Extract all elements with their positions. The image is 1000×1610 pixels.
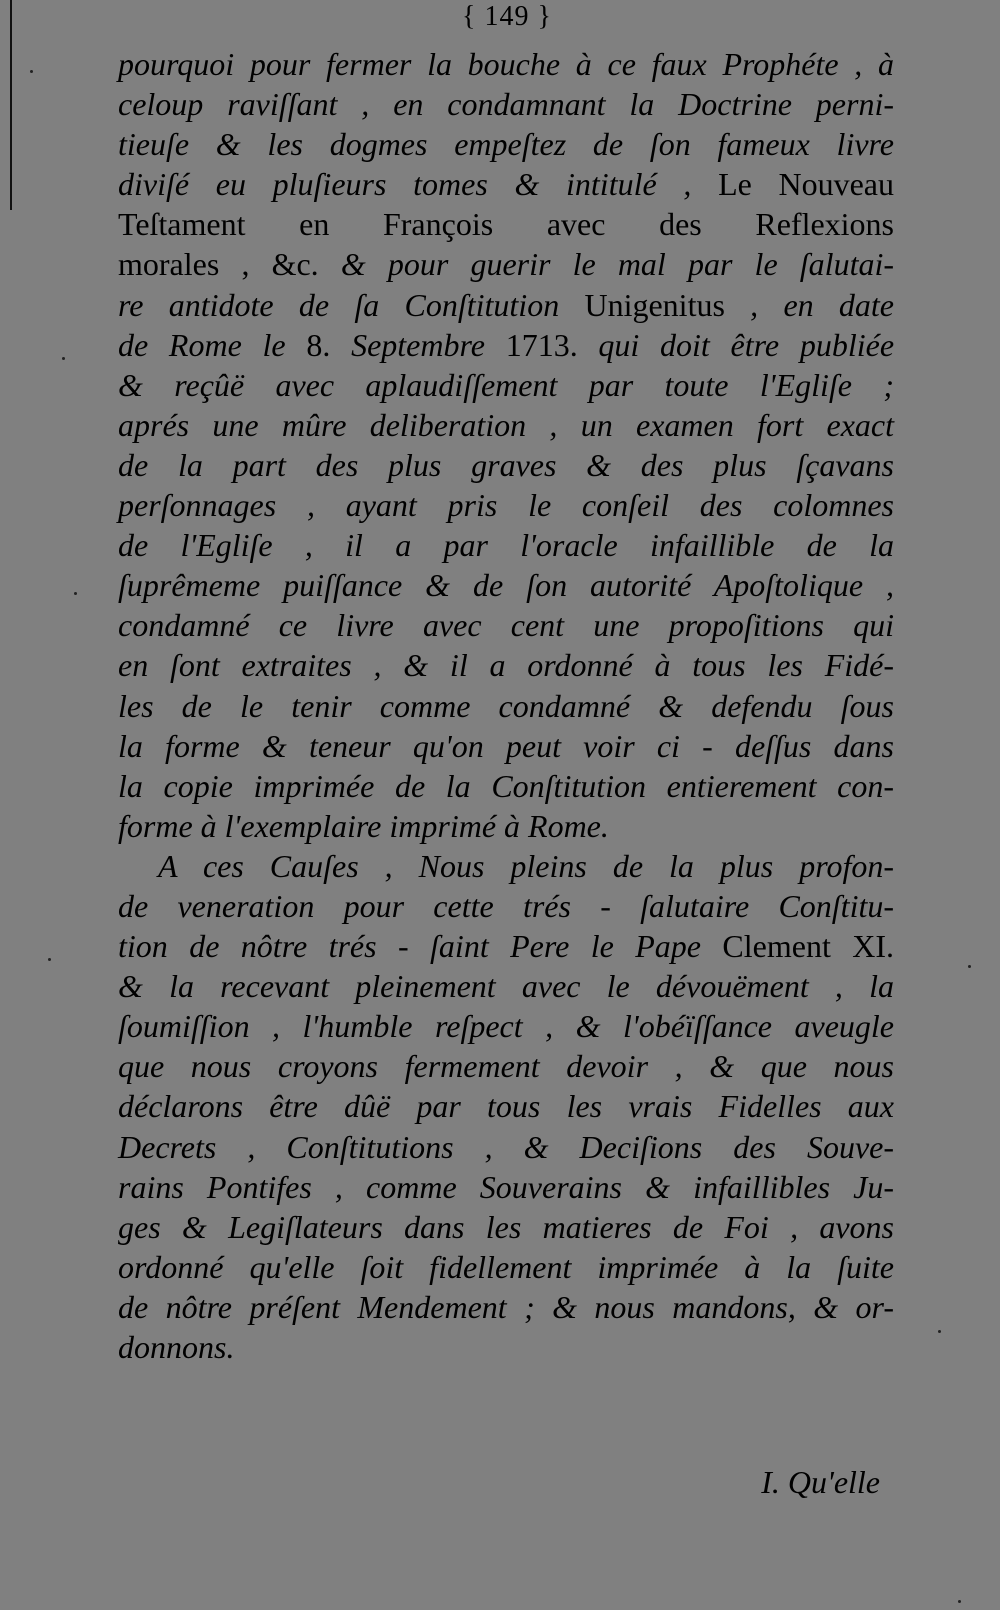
text-line	[118, 204, 894, 244]
italic-text-span: donnons.	[118, 1329, 235, 1365]
italic-text-span: forme à l'exemplaire imprimé à Rome.	[118, 807, 609, 844]
italic-text-span: la forme & teneur qu'on peut voir ci - deſſus dans	[118, 727, 894, 764]
italic-text-span: perſonnages , ayant pris le conſeil des colomnes	[118, 487, 894, 524]
text-line	[118, 365, 894, 405]
text-line	[118, 525, 894, 565]
italic-text-span: de l'Egliſe , il a par l'oracle infaillible de la	[118, 527, 894, 564]
text-line	[118, 766, 894, 806]
italic-text-span: & reçûë avec aplaudiſſement par toute l'Egliſe ;	[118, 366, 894, 403]
speck-mark	[968, 965, 971, 968]
italic-text-span: tieuſe & les dogmes empeſtez de ſon fameux livre	[118, 126, 894, 163]
italic-text-span: pourquoi pour fermer la bouche à ce faux Prophéte , à	[118, 46, 894, 82]
italic-text-span: & pour guerir le mal par le ſalutai-	[318, 246, 894, 283]
text-line	[118, 1247, 894, 1287]
italic-text-span: & la recevant pleinement avec le dévouëment , la	[118, 968, 894, 1005]
roman-text-span: Unigenitus	[584, 286, 725, 323]
italic-text-span: de Rome le	[118, 326, 307, 363]
text-line	[118, 926, 894, 966]
catchword: I. Qu'elle	[761, 1464, 880, 1500]
text-line	[118, 1167, 894, 1207]
speck-mark	[958, 1600, 961, 1603]
roman-text-span: Clement XI.	[722, 928, 895, 965]
text-line	[118, 1086, 894, 1126]
text-line	[118, 405, 894, 445]
roman-text-span: Teſtament en François avec des Reflexions	[118, 206, 894, 243]
text-line	[118, 806, 894, 846]
italic-text-span: rains Pontifes , comme Souverains & infaillibles Ju-	[118, 1168, 894, 1205]
text-line	[118, 886, 894, 926]
text-line	[118, 645, 894, 685]
page-number: { 149 }	[462, 1, 552, 32]
text-line	[118, 1006, 894, 1046]
text-line	[118, 1327, 894, 1367]
italic-text-span: les de le tenir comme condamné & defendu ſous	[118, 687, 894, 724]
text-line	[118, 686, 894, 726]
roman-text-span: 8.	[306, 326, 331, 363]
binding-edge-line	[10, 0, 12, 210]
roman-text-span: Le Nouveau	[718, 166, 895, 203]
speck-mark	[62, 357, 65, 360]
italic-text-span: re antidote de ſa Conſtitution	[118, 286, 585, 323]
italic-text-span: condamné ce livre avec cent une propoſitions qui	[118, 607, 894, 644]
text-line	[118, 44, 894, 84]
italic-text-span: ſoumiſſion , l'humble reſpect , & l'obéïſſance aveugle	[118, 1008, 894, 1045]
italic-text-span: diviſé eu pluſieurs tomes & intitulé ,	[118, 166, 719, 203]
speck-mark	[30, 70, 33, 73]
text-line	[118, 846, 894, 886]
speck-mark	[48, 958, 51, 961]
text-line	[118, 1287, 894, 1327]
roman-text-span: 1713.	[505, 326, 578, 363]
speck-mark	[74, 592, 77, 595]
italic-text-span: la copie imprimée de la Conſtitution entierement con-	[118, 767, 894, 804]
text-line	[118, 605, 894, 645]
text-line	[118, 1207, 894, 1247]
text-line	[118, 726, 894, 766]
italic-text-span: Septembre	[330, 326, 506, 363]
italic-text-span: ordonné qu'elle ſoit fidellement imprimée à la ſuite	[118, 1248, 894, 1285]
italic-text-span: de veneration pour cette trés - ſalutaire Conſtitu-	[118, 887, 894, 924]
roman-text-span: morales , &c.	[118, 246, 319, 283]
italic-text-span: , en date	[724, 286, 895, 323]
italic-text-span: que nous croyons fermement devoir , & que nous	[118, 1048, 894, 1085]
text-line	[118, 164, 894, 204]
italic-text-span: de la part des plus graves & des plus ſçavans	[118, 446, 894, 483]
text-line	[118, 565, 894, 605]
text-line	[118, 966, 894, 1006]
text-line	[118, 485, 894, 525]
italic-text-span: Decrets , Conſtitutions , & Deciſions des Souve-	[118, 1128, 894, 1165]
italic-text-span: de nôtre préſent Mendement ; & nous mandons, & or-	[118, 1288, 894, 1325]
text-line	[118, 244, 894, 284]
italic-text-span: aprés une mûre deliberation , un examen fort exact	[118, 406, 894, 443]
text-line	[118, 325, 894, 365]
text-line	[118, 445, 894, 485]
text-line	[118, 1127, 894, 1167]
italic-text-span: tion de nôtre trés - ſaint Pere le Pape	[118, 928, 723, 965]
text-line	[118, 1046, 894, 1086]
text-line	[118, 285, 894, 325]
speck-mark	[938, 1330, 941, 1333]
text-line	[118, 124, 894, 164]
italic-text-span: en ſont extraites , & il a ordonné à tous les Fidé-	[118, 647, 894, 684]
paragraph-decree	[118, 44, 894, 846]
body-text	[118, 44, 894, 1367]
italic-text-span: celoup raviſſant , en condamnant la Doctrine perni-	[118, 86, 894, 123]
paragraph-a-ces-causes	[118, 846, 894, 1367]
italic-text-span: ges & Legiſlateurs dans les matieres de Foi , avons	[118, 1208, 894, 1245]
italic-text-span: A ces Cauſes , Nous pleins de la plus profon-	[158, 847, 894, 884]
text-line	[118, 84, 894, 124]
italic-text-span: qui doit être publiée	[577, 326, 895, 363]
italic-text-span: déclarons être dûë par tous les vrais Fidelles aux	[118, 1088, 894, 1125]
italic-text-span: ſuprêmeme puiſſance & de ſon autorité Apoſtolique ,	[118, 567, 894, 604]
